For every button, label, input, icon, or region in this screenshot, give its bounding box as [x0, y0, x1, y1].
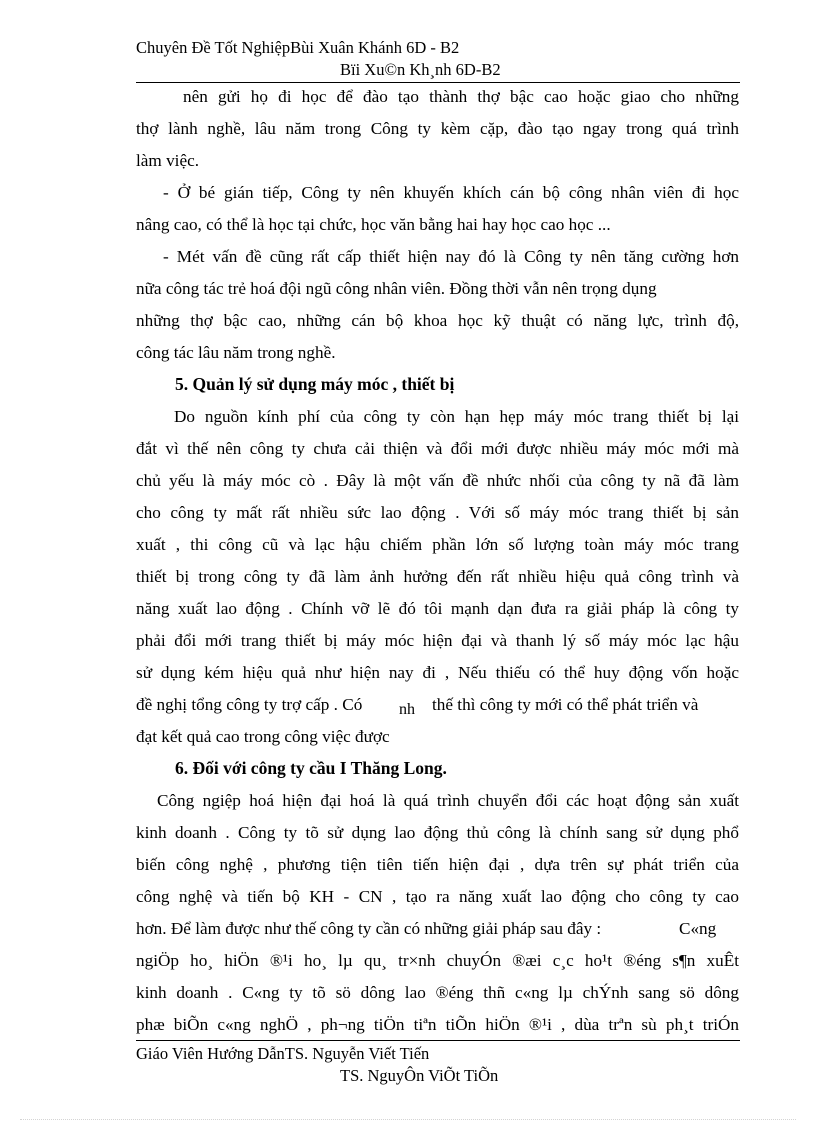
body-line: sử dụng kém hiệu quả như hiện nay đi , Nếu thiếu có thể huy động vốn hoặc: [136, 663, 739, 682]
header-line-2: Bïi Xu©n Kh¸nh 6D-B2: [340, 60, 501, 79]
body-fragment: nh: [399, 701, 415, 718]
body-line: nên gửi họ đi học để đào tạo thành thợ bậc cao hoặc giao cho những: [183, 87, 739, 106]
body-line: - Ở bé gián tiếp, Công ty nên khuyến khích cán bộ công nhân viên đi học: [163, 183, 739, 202]
body-line: nâng cao, có thể là học tại chức, học văn bằng hai hay học cao học ...: [136, 215, 611, 234]
body-line: kinh doanh . Công ty tõ sử dụng lao động thủ công là chính sang sử dụng phổ: [136, 823, 739, 842]
body-line: - Mét vấn đề cũng rất cấp thiết hiện nay đó là Công ty nên tăng cường hơn: [163, 247, 739, 266]
body-line: chủ yếu là máy móc cò . Đây là một vấn đề nhức nhối của công ty nã đã làm: [136, 471, 739, 490]
section-heading-5: 5. Quản lý sử dụng máy móc , thiết bị: [175, 374, 455, 394]
header-line-1: Chuyên Đề Tốt NghiệpBùi Xuân Khánh 6D - B2: [136, 38, 460, 57]
body-line: hơn. Để làm được như thế công ty cần có những giải pháp sau đây :: [136, 919, 602, 938]
footer-rule: [136, 1040, 740, 1041]
body-line: biến công nghệ , phương tiện tiên tiến hiện đại , dựa trên sự phát triển của: [136, 855, 739, 874]
body-line: Do nguồn kính phí của công ty còn hạn hẹp máy móc trang thiết bị lại: [174, 407, 739, 426]
body-line: thợ lành nghề, lâu năm trong Công ty kèm cặp, đào tạo ngay trong quá trình: [136, 119, 739, 138]
body-line: nữa công tác trẻ hoá đội ngũ công nhân viên. Đồng thời vẫn nên trọng dụng: [136, 279, 657, 298]
body-line: công nghệ và tiến bộ KH - CN , tạo ra năng xuất lao động cho công ty cao: [136, 887, 739, 906]
body-line: xuất , thi công cũ và lạc hậu chiếm phần lớn số lượng toàn máy móc trang: [136, 535, 739, 554]
footer-line-2: TS. NguyÔn ViÕt TiÕn: [340, 1066, 499, 1085]
body-line: đắt vì thế nên công ty chưa cải thiện và đổi mới được nhiều máy móc mới mà: [136, 439, 739, 458]
body-line: làm việc.: [136, 151, 199, 170]
footer-line-1: Giáo Viên Hướng DẫnTS. Nguyễn Viết Tiến: [136, 1044, 430, 1063]
body-line: phæ biÕn c«ng nghÖ , ph¬ng tiÖn tiªn tiÕn hiÖn ®¹i , dùa trªn sù ph¸t triÓn: [136, 1015, 739, 1034]
body-fragment: C«ng: [679, 919, 717, 938]
body-line: phải đổi mới trang thiết bị máy móc hiện đại và thanh lý số máy móc lạc hậu: [136, 631, 739, 650]
body-line: công tác lâu năm trong nghề.: [136, 343, 336, 362]
body-line: cho công ty mất rất nhiều sức lao động . Với số máy móc trang thiết bị sản: [136, 503, 739, 522]
body-line: đề nghị tổng công ty trợ cấp . Có: [136, 695, 363, 714]
body-line: Công ngiệp hoá hiện đại hoá là quá trình chuyển đổi các hoạt động sản xuất: [157, 791, 739, 810]
section-heading-6: 6. Đối với công ty cầu I Thăng Long.: [175, 758, 447, 778]
body-line: kinh doanh . C«ng ty tõ sö dông lao ®éng thñ c«ng lµ chÝnh sang sö dông: [136, 983, 739, 1002]
body-line: những thợ bậc cao, những cán bộ khoa học kỹ thuật có năng lực, trình độ,: [136, 311, 739, 330]
body-line: thiết bị trong công ty đã làm ảnh hưởng đến rất nhiều hiệu quả công trình và: [136, 567, 739, 586]
body-line: năng xuất lao động . Chính vỡ lẽ đó tôi mạnh dạn đưa ra giải pháp là công ty: [136, 599, 739, 618]
body-line: thế thì công ty mới có thể phát triển và: [432, 695, 699, 714]
page-bottom-dotted-edge: [20, 1119, 796, 1120]
body-line: ngiÖp ho¸ hiÖn ®¹i ho¸ lµ qu¸ tr×nh chuyÓn ®æi c¸c ho¹t ®éng s¶n xuÊt: [136, 951, 739, 970]
body-line: đạt kết quả cao trong công việc được: [136, 727, 390, 746]
header-rule: [136, 82, 740, 83]
